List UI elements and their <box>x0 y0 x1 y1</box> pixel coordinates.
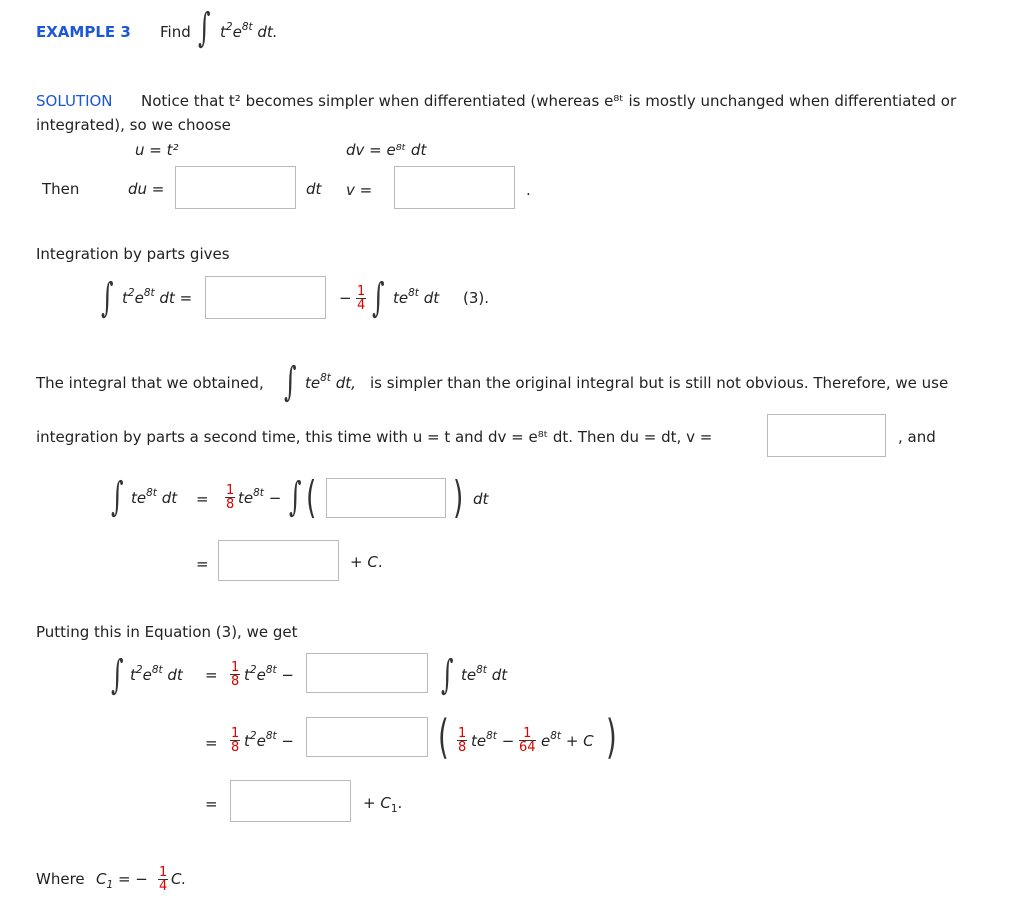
plus-c1: + $C_1$. <box>363 794 403 815</box>
denominator: 8 <box>231 674 240 689</box>
u-choice: u = t² <box>135 141 179 159</box>
denominator: 64 <box>519 740 536 755</box>
te8t-lhs: $te^{8t}$ dt <box>131 487 178 507</box>
v-answer-input[interactable] <box>394 166 515 209</box>
fraction-one-eighth <box>225 484 235 511</box>
where-label: Where <box>36 870 85 888</box>
du-label: du = <box>128 180 165 198</box>
t2e8t-term: $t^2e^{8t}$ − <box>244 664 294 684</box>
ibp-lhs: $t^2e^{8t}$ dt = <box>122 287 193 307</box>
dv-choice: dv = e⁸ᵗ dt <box>346 141 427 159</box>
putting-text: Putting this in Equation (3), we get <box>36 623 298 641</box>
numerator: 1 <box>231 726 240 741</box>
equals-sign: = <box>205 795 218 813</box>
integral-sign: ∫ <box>441 652 454 698</box>
equals-sign: = <box>196 490 209 508</box>
then-label: Then <box>42 180 80 198</box>
equation-tag: (3). <box>463 289 490 307</box>
plus-c: + C. <box>350 553 383 571</box>
numerator: 1 <box>357 284 366 299</box>
denominator: 4 <box>159 879 168 894</box>
numerator: 1 <box>458 726 467 741</box>
numerator: 1 <box>226 483 235 498</box>
ibp-rhs-integrand: $te^{8t}$ dt <box>393 287 440 307</box>
final-lhs: $t^2e^{8t}$ dt <box>130 664 183 684</box>
fraction-one-sixtyfourth <box>519 727 536 754</box>
fraction-one-eighth <box>230 661 240 688</box>
integral-sign: ∫ <box>289 474 302 520</box>
e8t-plus-c: $e^{8t} + C$ <box>541 730 594 750</box>
solution-line2: integrated), so we choose <box>36 116 231 134</box>
denominator: 8 <box>226 497 235 512</box>
denominator: 8 <box>231 740 240 755</box>
integral-sign: ∫ <box>198 5 211 51</box>
coef1-answer-input[interactable] <box>306 653 428 693</box>
right-paren: ) <box>453 472 464 523</box>
ibp-intro: Integration by parts gives <box>36 245 230 263</box>
coef2-answer-input[interactable] <box>306 717 428 757</box>
find-integrand: $t^2e^{8t}$ dt. <box>220 21 278 41</box>
integral-sign: ∫ <box>101 275 114 321</box>
example-label: EXAMPLE 3 <box>36 23 131 41</box>
minus-sign: − <box>339 289 352 307</box>
du-dt: dt <box>306 180 322 198</box>
inner-answer-input[interactable] <box>326 478 446 518</box>
solution-label: SOLUTION <box>36 92 113 110</box>
solution-line1: Notice that t² becomes simpler when differentiated (whereas e⁸ᵗ is mostly unchanged when differentiated or <box>141 92 957 110</box>
integral-sign: ∫ <box>111 474 124 520</box>
left-paren: ( <box>306 472 317 523</box>
then-period: . <box>526 181 531 199</box>
fraction-one-quarter <box>356 285 366 312</box>
te8t-term: $te^{8t}$ − <box>238 487 282 507</box>
c-period: C. <box>171 870 187 888</box>
second-line1-post: is simpler than the original integral but is still not obvious. Therefore, we use <box>370 374 949 392</box>
equals-sign: = <box>205 734 218 752</box>
denominator: 4 <box>357 298 366 313</box>
fraction-one-quarter <box>158 866 168 893</box>
left-paren: ( <box>438 710 449 764</box>
du-answer-input[interactable] <box>175 166 296 209</box>
fraction-one-eighth <box>457 727 467 754</box>
right-paren: ) <box>606 710 617 764</box>
integral-sign: ∫ <box>111 652 124 698</box>
second-line1-pre: The integral that we obtained, <box>36 374 264 392</box>
v-label: v = <box>346 181 373 199</box>
ibp-answer-input[interactable] <box>205 276 326 319</box>
equals-sign: = <box>196 555 209 573</box>
result-answer-input[interactable] <box>218 540 339 581</box>
c1-def: $C_1$ = − <box>96 870 148 891</box>
final-rhs-integrand: $te^{8t}$ dt <box>461 664 508 684</box>
integral-sign: ∫ <box>284 359 297 405</box>
fraction-one-eighth <box>230 727 240 754</box>
numerator: 1 <box>519 727 536 741</box>
equals-sign: = <box>205 666 218 684</box>
denominator: 8 <box>458 740 467 755</box>
final-answer-input[interactable] <box>230 780 351 822</box>
numerator: 1 <box>159 865 168 880</box>
te8t-term: $te^{8t}$ − <box>471 730 515 750</box>
second-line2: integration by parts a second time, this time with u = t and dv = e⁸ᵗ dt. Then du = dt, v = <box>36 428 713 446</box>
inner-dt: dt <box>473 490 489 508</box>
and-text: , and <box>898 428 936 446</box>
integral-sign: ∫ <box>372 275 385 321</box>
v2-answer-input[interactable] <box>767 414 886 457</box>
find-text: Find <box>160 23 191 41</box>
numerator: 1 <box>231 660 240 675</box>
second-integrand: $te^{8t}$ dt, <box>305 372 356 392</box>
t2e8t-term: $t^2e^{8t}$ − <box>244 730 294 750</box>
